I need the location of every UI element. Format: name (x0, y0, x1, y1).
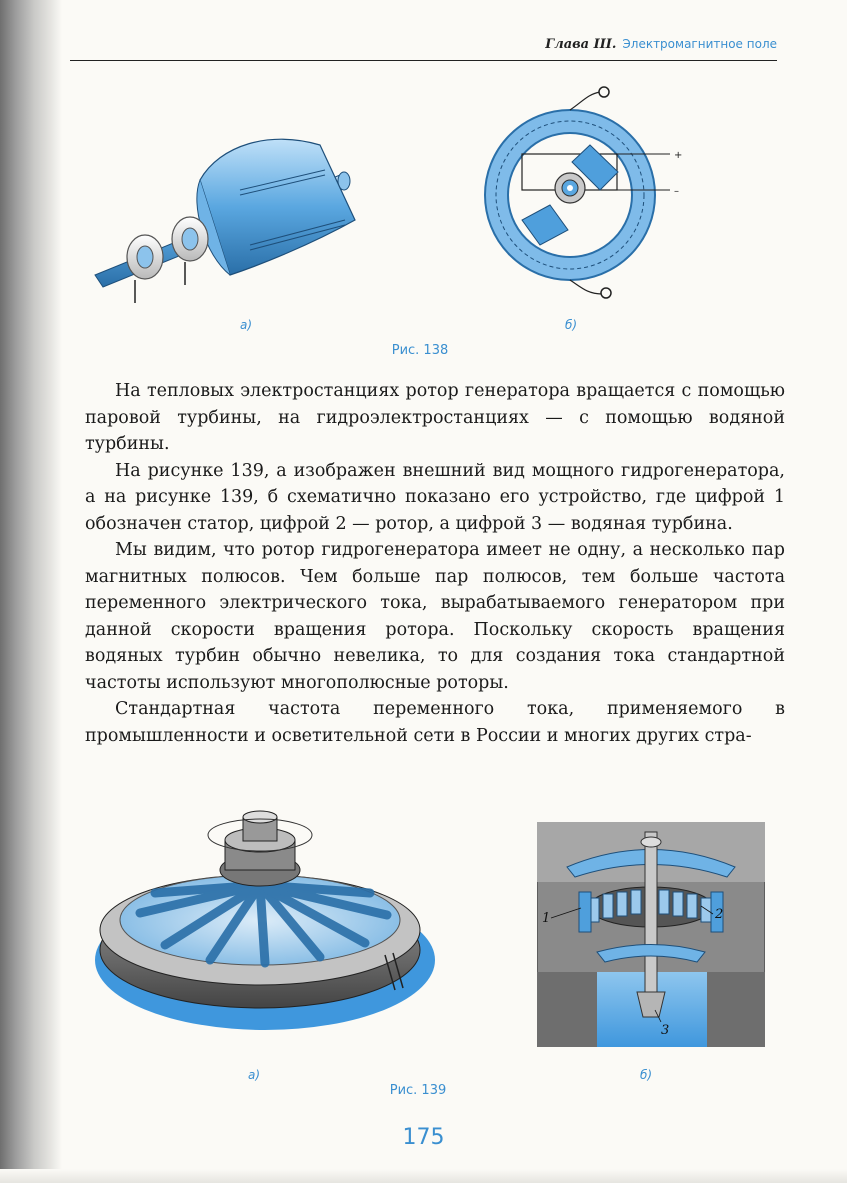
figure-138b-schematic (470, 80, 700, 305)
book-spine-shadow (0, 0, 62, 1183)
paragraph: На рисунке 139, а изображен внешний вид мощного гидрогенератора, а на рисунке 139, б схематично показано его устройство, где цифрой 1 обозначен статор, цифрой 2 — ротор, а цифрой 3 — водяная турбина. (85, 460, 785, 534)
plus-sign: + (674, 150, 683, 161)
running-header (70, 30, 777, 61)
body-text (85, 378, 785, 749)
figure-139a-label: а) (248, 1068, 261, 1082)
page-number: 175 (402, 1125, 445, 1150)
paragraph: Мы видим, что ротор гидрогенератора имеет не одну, а несколько пар магнитных полюсов. Чем больше пар полюсов, тем больше частота переменного электрического тока, вырабатываемого генератором при данной скорости вращения ротора. Поскольку скорость вращения водяных турбин обычно невелика, то для создания тока стандартной частоты используют многополюсные роторы. (85, 540, 785, 693)
label-number-3: 3 (661, 1023, 670, 1038)
paragraph: Стандартная частота переменного тока, применяемого в промышленности и осветительной сети в России и многих других стра- (85, 699, 785, 746)
figure-139a-hydrogenerator (95, 805, 435, 1040)
figure-138-caption: Рис. 138 (391, 343, 449, 358)
figure-138a-rotor-illustration (90, 125, 380, 310)
paragraph: На тепловых электростанциях ротор генератора вращается с помощью паровой турбины, на гидроэлектростанциях — с помощью водяной турбины. (85, 381, 785, 454)
figure-139b-label: б) (640, 1068, 653, 1082)
label-number-1: 1 (542, 911, 551, 926)
minus-sign: – (674, 186, 679, 197)
scan-edge (0, 1169, 847, 1183)
figure-139b-schematic (537, 822, 765, 1047)
figure-138a-label: а) (240, 318, 253, 332)
chapter-topic: Электромагнитное поле (622, 37, 777, 51)
figure-139-caption: Рис. 139 (389, 1083, 447, 1098)
figure-138b-label: б) (565, 318, 578, 332)
label-number-2: 2 (715, 907, 724, 922)
chapter-label: Глава III. (545, 37, 617, 52)
